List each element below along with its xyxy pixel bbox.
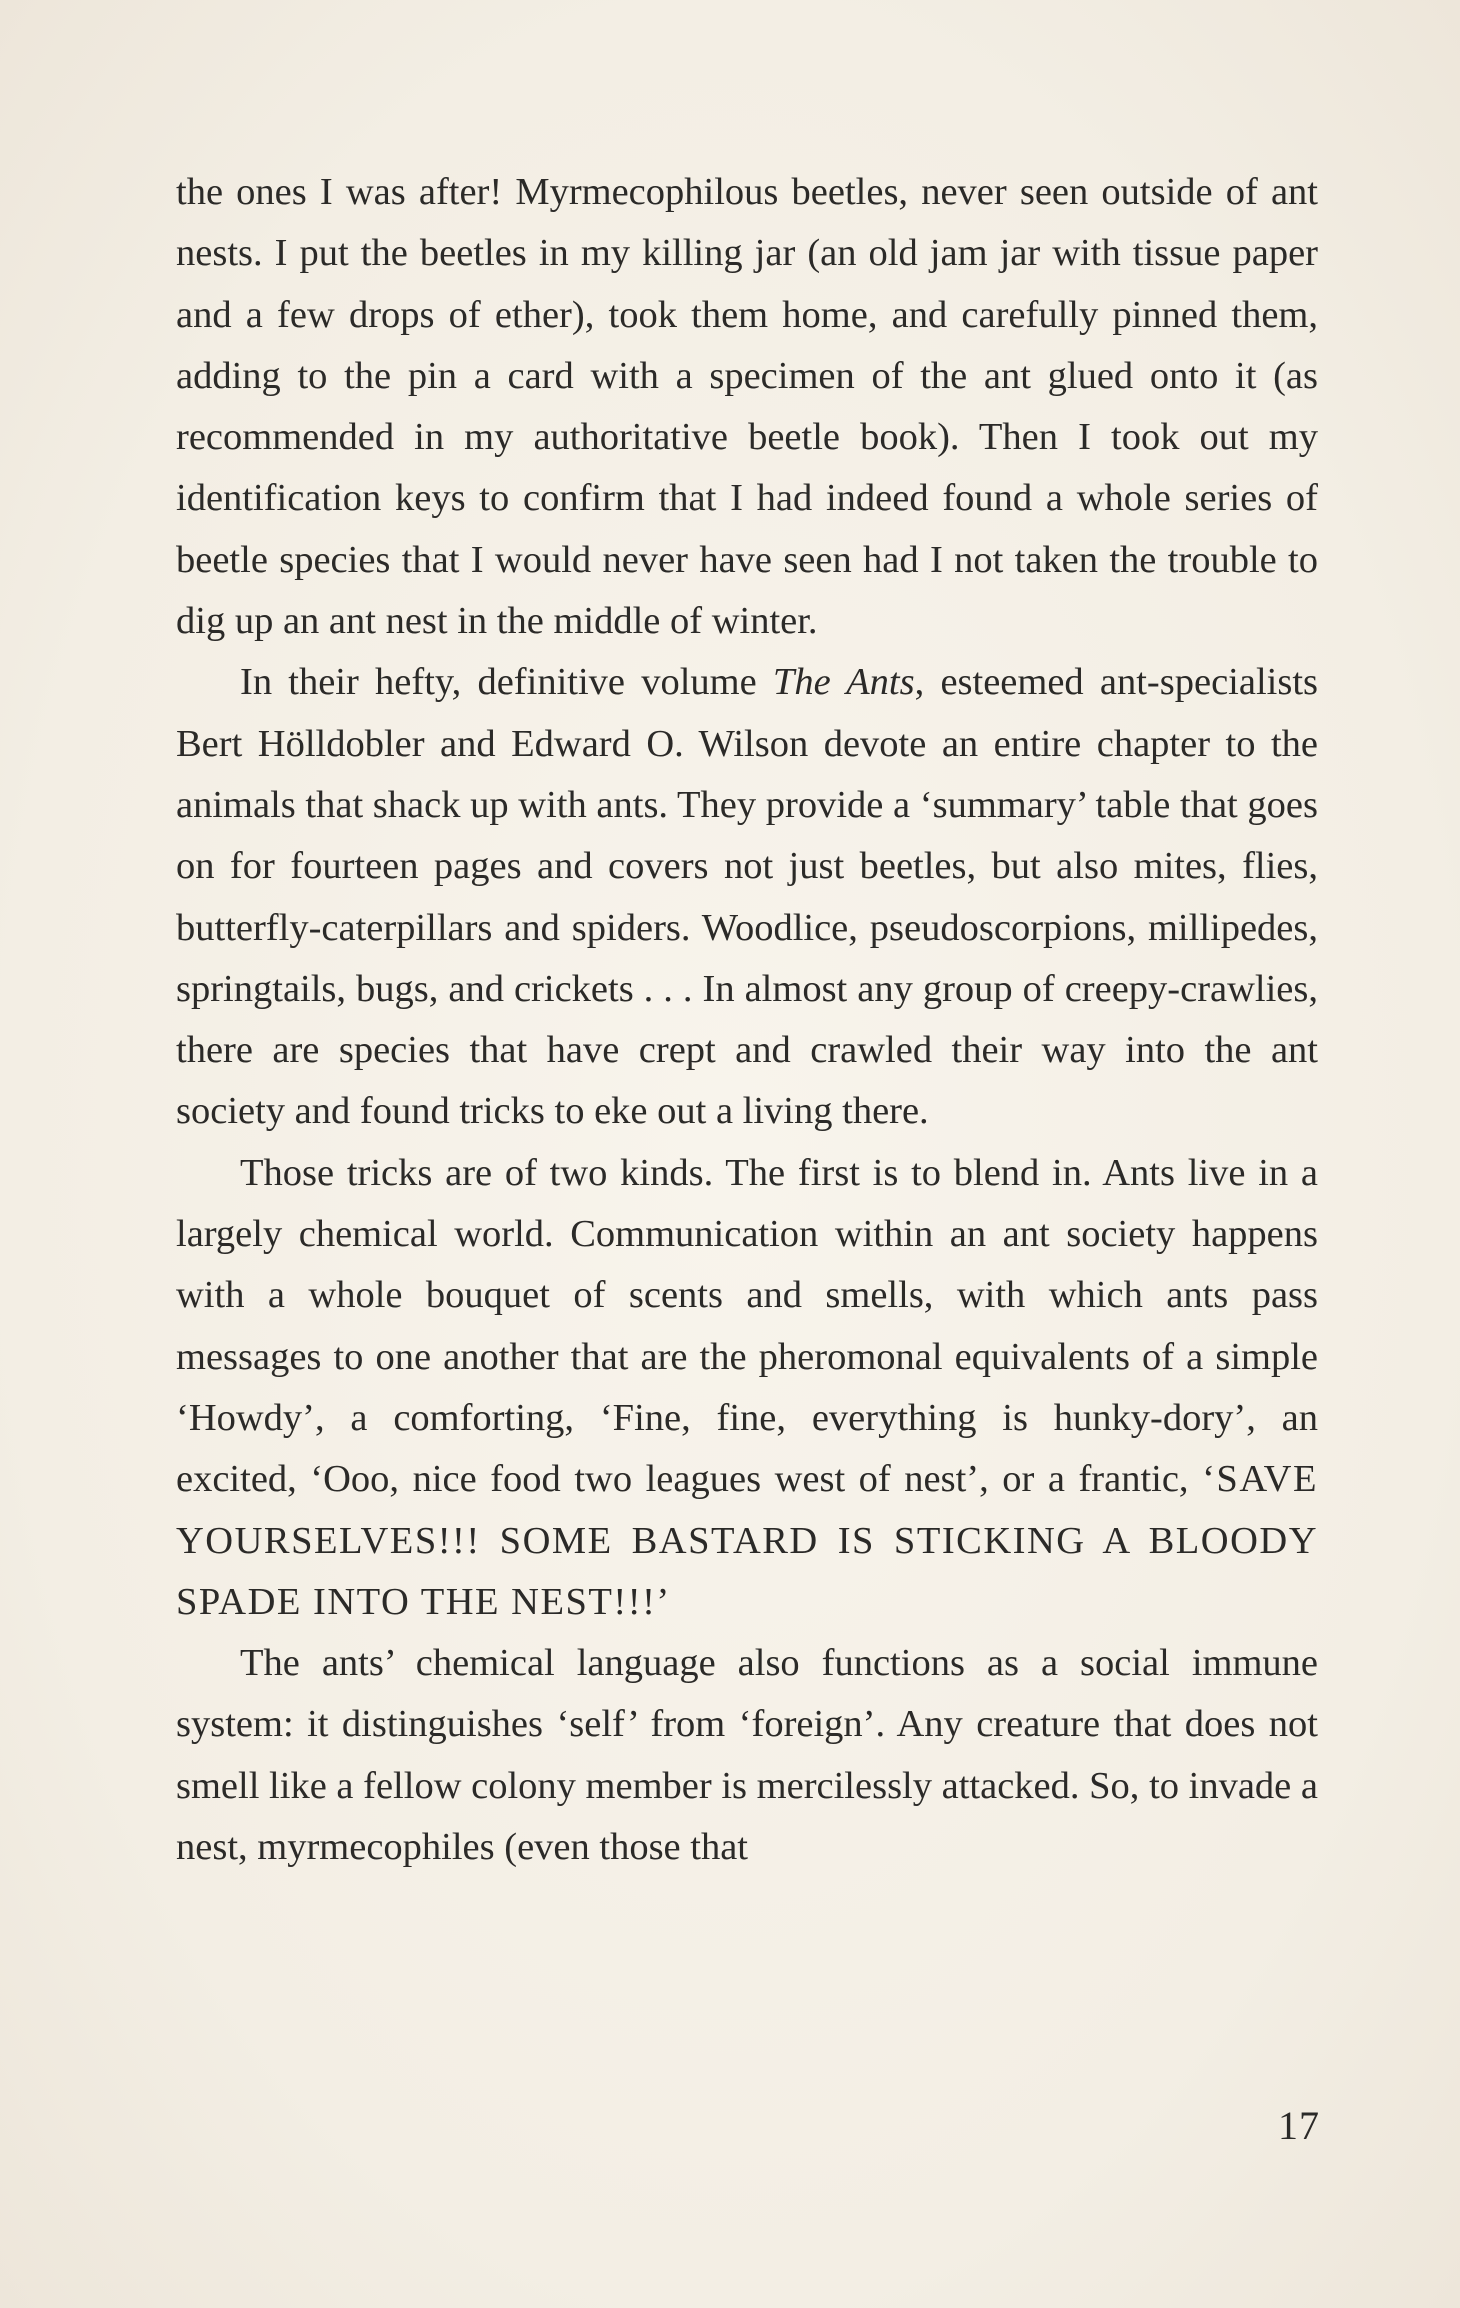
paragraph-3 bbox=[176, 1143, 1318, 1633]
paragraph-1: the ones I was after! Myrmecophilous beetles, never seen outside of ant nests. I put the beetles in my killing jar (an old jam jar with tissue paper and a few drops of ether), took them home, and carefully pinned them, adding to the pin a card with a specimen of the ant glued onto it (as recommended in my authoritative beetle book). Then I took out my identification keys to confirm that I had indeed found a whole series of beetle species that I would never have seen had I not taken the trouble to dig up an ant nest in the middle of winter. bbox=[176, 171, 1318, 643]
paragraph-2-lead: In their hefty, definitive volume bbox=[240, 661, 773, 704]
book-title-the-ants: The Ants bbox=[772, 661, 915, 704]
paragraph-2 bbox=[176, 652, 1318, 1142]
body-text bbox=[176, 162, 1318, 1878]
paragraph-4: The ants’ chemical language also functions as a social immune system: it distinguishes ‘self’ from ‘foreign’. Any creature that does not smell like a fellow colony member is mercilessly attacked. So, to invade a nest, myrmecophiles (even those that bbox=[176, 1642, 1318, 1869]
paragraph-2-rest: , esteemed ant-specialists Bert Hölldobler and Edward O. Wilson devote an entire chapter to the animals that shack up with ants. They provide a ‘summary’ table that goes on for fourteen pages and covers not just beetles, but also mites, flies, butterfly-caterpillars and spiders. Woodlice, pseudoscorpions, millipedes, springtails, bugs, and crickets . . . In almost any group of creepy-crawlies, there are species that have crept and crawled their way into the ant society and found tricks to eke out a living there. bbox=[176, 661, 1318, 1133]
page-number: 17 bbox=[1278, 2103, 1320, 2148]
paragraph-3-text: Those tricks are of two kinds. The first is to blend in. Ants live in a largely chemical world. Communication within an ant society happens with a whole bouquet of scents and smells, with which ants pass messages to one another that are the pheromonal equivalents of a simple ‘Howdy’, a comforting, ‘Fine, fine, everything is hunky-dory’, an excited, ‘Ooo, nice food two leagues west of nest’, or a frantic, bbox=[176, 1151, 1318, 1501]
paragraph-3-shout: ‘SAVE YOURSELVES!!! SOME BASTARD IS STICKING A BLOODY SPADE INTO THE NEST!!!’ bbox=[176, 1458, 1318, 1623]
